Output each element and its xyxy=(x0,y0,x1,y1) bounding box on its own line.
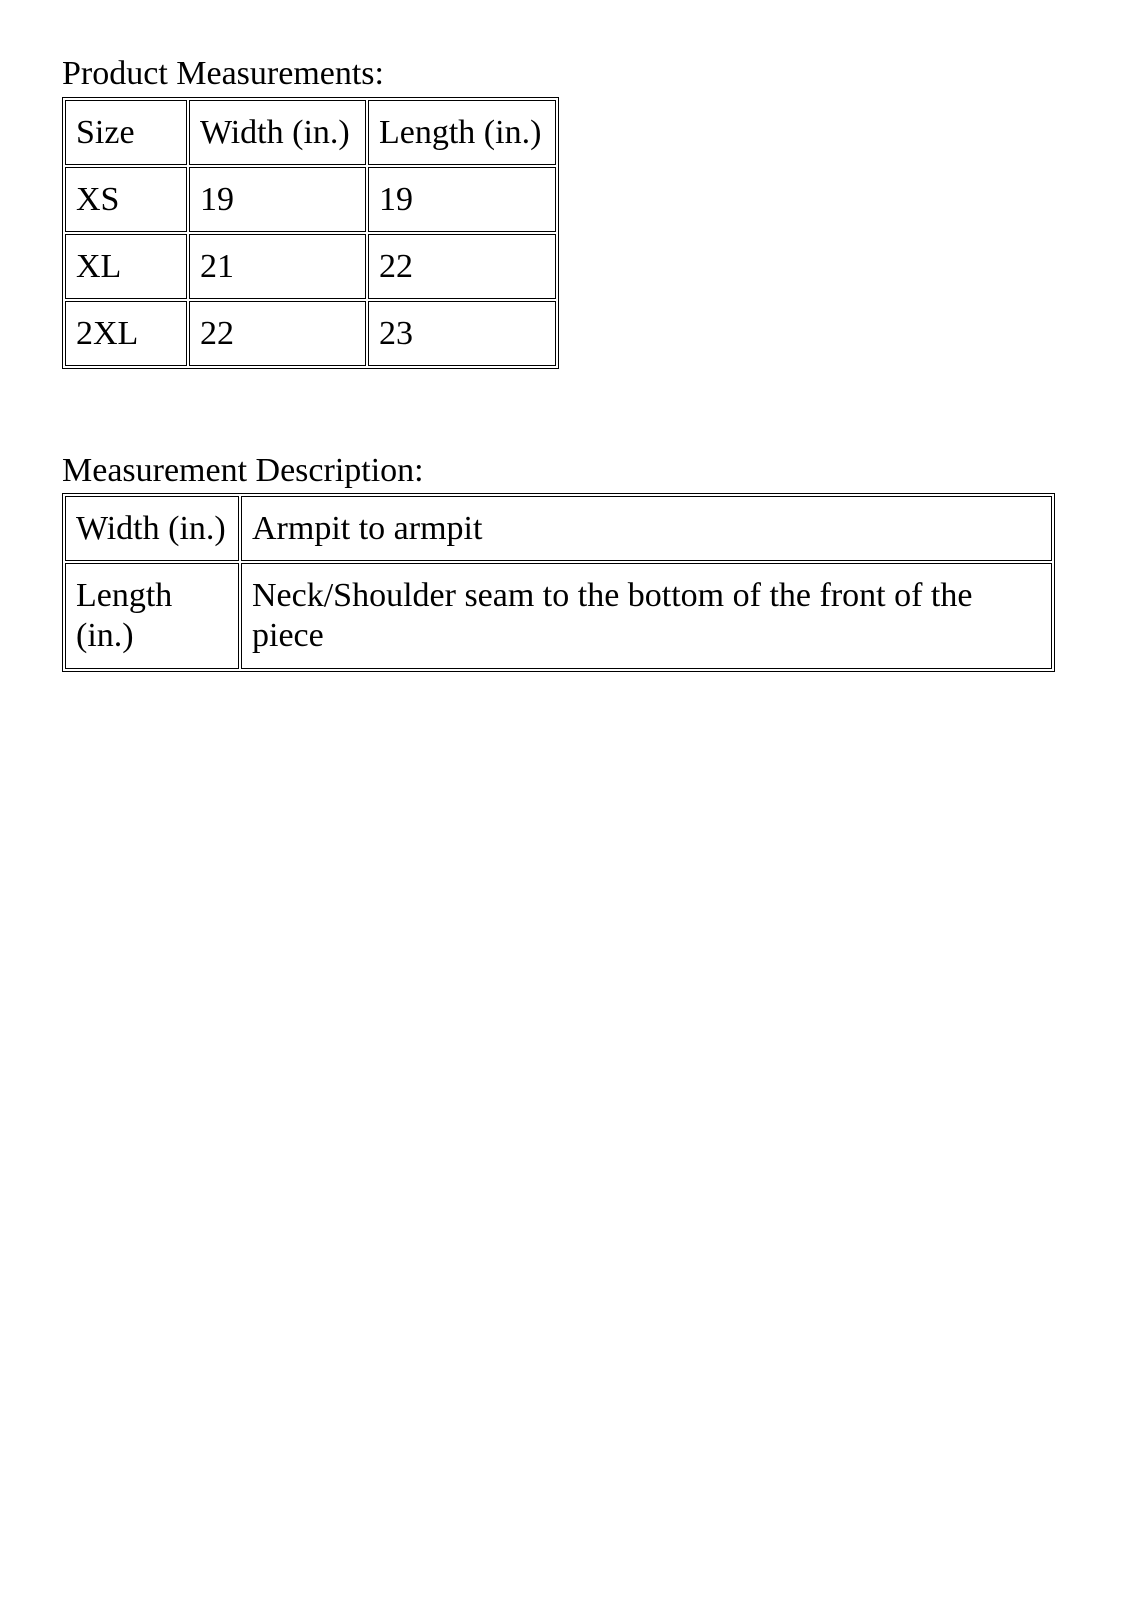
table-row xyxy=(65,234,556,299)
measurement-description-cell: Armpit to armpit xyxy=(241,496,1052,561)
width-cell: 19 xyxy=(189,167,366,232)
product-measurements-title: Product Measurements: xyxy=(62,55,384,92)
measurement-name-cell: Length (in.) xyxy=(65,563,239,669)
measurement-description-title: Measurement Description: xyxy=(62,452,424,489)
table-row xyxy=(65,563,1052,669)
measurement-description-cell: Neck/Shoulder seam to the bottom of the front of the piece xyxy=(241,563,1052,669)
length-cell: 23 xyxy=(368,301,556,366)
table-row xyxy=(65,301,556,366)
size-cell: 2XL xyxy=(65,301,187,366)
size-cell: XS xyxy=(65,167,187,232)
width-cell: 22 xyxy=(189,301,366,366)
table-row xyxy=(65,496,1052,561)
length-cell: 19 xyxy=(368,167,556,232)
width-cell: 21 xyxy=(189,234,366,299)
header-cell-size: Size xyxy=(65,100,187,165)
table-row xyxy=(65,167,556,232)
length-cell: 22 xyxy=(368,234,556,299)
measurement-description-table xyxy=(62,493,1055,672)
table-header-row xyxy=(65,100,556,165)
product-measurements-table xyxy=(62,97,559,369)
measurement-name-cell: Width (in.) xyxy=(65,496,239,561)
header-cell-width: Width (in.) xyxy=(189,100,366,165)
header-cell-length: Length (in.) xyxy=(368,100,556,165)
size-cell: XL xyxy=(65,234,187,299)
